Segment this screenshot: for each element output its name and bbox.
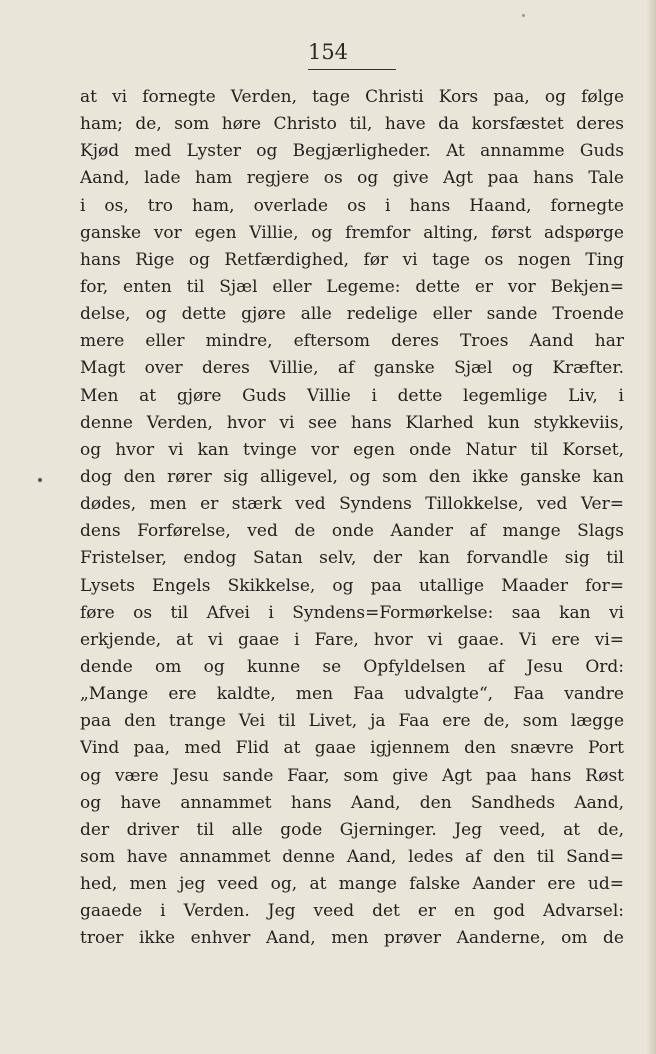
text-line: og være Jesu sande Faar, som give Agt paa hans Røst bbox=[80, 765, 624, 786]
ink-dot bbox=[38, 478, 42, 482]
text-line: ganske vor egen Villie, og fremfor alting, først adspørge bbox=[80, 222, 624, 243]
paper-speck bbox=[522, 14, 525, 17]
text-line: „Mange ere kaldte, men Faa udvalgte“, Faa vandre bbox=[80, 684, 624, 705]
text-line: Fristelser, endog Satan selv, der kan forvandle sig til bbox=[80, 548, 624, 569]
text-line: og hvor vi kan tvinge vor egen onde Natur til Korset, bbox=[80, 439, 624, 460]
text-line: hans Rige og Retfærdighed, før vi tage os nogen Ting bbox=[80, 249, 624, 270]
text-line: Magt over deres Villie, af ganske Sjæl og Kræfter. bbox=[80, 358, 624, 379]
body-text bbox=[80, 84, 624, 953]
text-line: at vi fornegte Verden, tage Christi Kors paa, og følge bbox=[80, 87, 624, 107]
text-line: hed, men jeg veed og, at mange falske Aander ere ud= bbox=[80, 874, 624, 895]
page-number: 154 bbox=[307, 40, 349, 64]
text-line: dens Forførelse, ved de onde Aander af mange Slags bbox=[80, 521, 624, 542]
text-line: og have annammet hans Aand, den Sandheds Aand, bbox=[80, 792, 624, 813]
text-line: delse, og dette gjøre alle redelige eller sande Troende bbox=[80, 304, 624, 325]
text-line: erkjende, at vi gaae i Fare, hvor vi gaae. Vi ere vi= bbox=[80, 629, 624, 650]
text-line: paa den trange Vei til Livet, ja Faa ere de, som lægge bbox=[80, 711, 624, 732]
text-line: for, enten til Sjæl eller Legeme: dette er vor Bekjen= bbox=[80, 276, 624, 297]
text-line: Aand, lade ham regjere os og give Agt paa hans Tale bbox=[80, 168, 624, 189]
text-line: som have annammet denne Aand, ledes af den til Sand= bbox=[80, 846, 624, 867]
text-line: denne Verden, hvor vi see hans Klarhed kun stykkeviis, bbox=[80, 412, 624, 433]
text-line: dende om og kunne se Opfyldelsen af Jesu Ord: bbox=[80, 656, 624, 677]
text-line: der driver til alle gode Gjerninger. Jeg veed, at de, bbox=[80, 819, 624, 840]
text-line: ham; de, som høre Christo til, have da korsfæstet deres bbox=[80, 114, 624, 135]
text-line: Kjød med Lyster og Begjærligheder. At annamme Guds bbox=[80, 141, 624, 162]
text-line: dog den rører sig alligevel, og som den ikke ganske kan bbox=[80, 466, 624, 487]
text-line: Lysets Engels Skikkelse, og paa utallige Maader for= bbox=[80, 575, 624, 596]
text-line: Men at gjøre Guds Villie i dette legemlige Liv, i bbox=[80, 385, 624, 406]
text-line: mere eller mindre, eftersom deres Troes Aand har bbox=[80, 331, 624, 352]
text-line: dødes, men er stærk ved Syndens Tillokkelse, ved Ver= bbox=[80, 494, 624, 515]
text-line: gaaede i Verden. Jeg veed det er en god Advarsel: bbox=[80, 901, 624, 922]
page-edge-shadow bbox=[646, 0, 656, 1054]
text-line: Vind paa, med Flid at gaae igjennem den snævre Port bbox=[80, 738, 624, 759]
text-line: troer ikke enhver Aand, men prøver Aanderne, om de bbox=[80, 928, 624, 949]
text-line: i os, tro ham, overlade os i hans Haand, fornegte bbox=[80, 195, 624, 216]
text-line: føre os til Afvei i Syndens=Formørkelse: saa kan vi bbox=[80, 602, 624, 623]
header-rule bbox=[308, 69, 396, 70]
